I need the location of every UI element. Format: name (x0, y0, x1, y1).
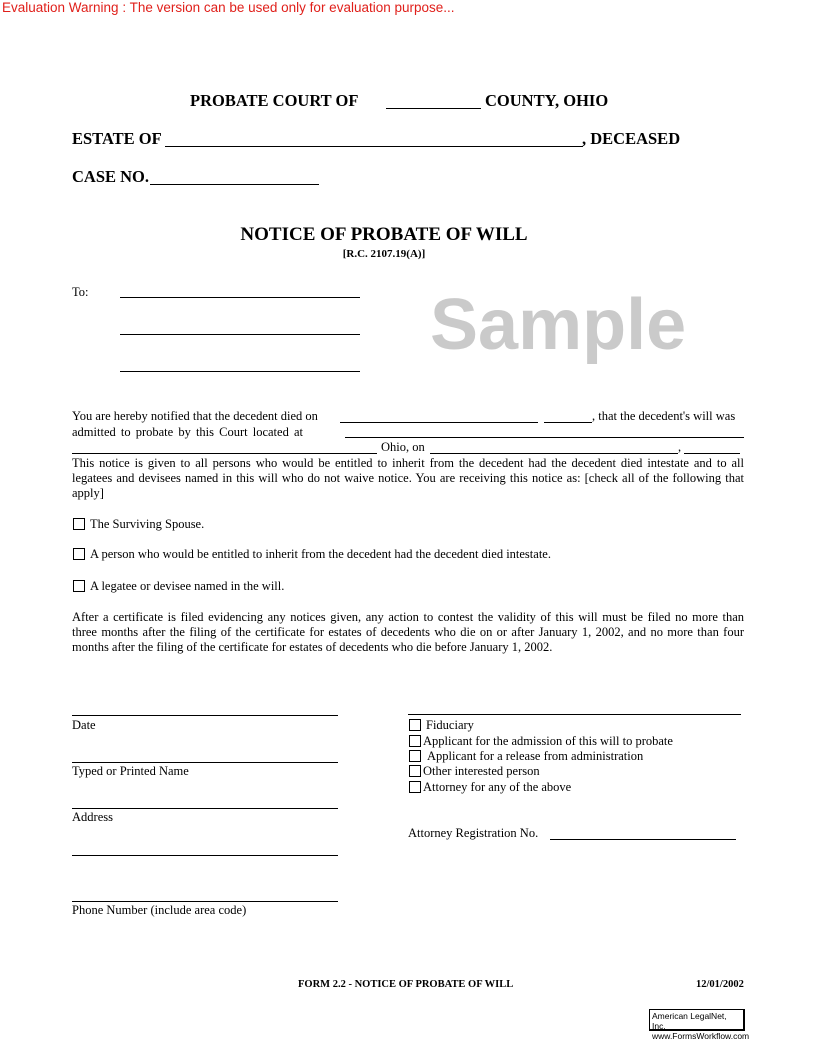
notice-text: This notice is given to all persons who would be entitled to inherit from the decedent had the decedent died intestate and to all (72, 456, 744, 470)
recipient-field-2[interactable] (120, 334, 360, 335)
notice-text: Ohio, on (381, 440, 425, 454)
notice-text: You are hereby notified that the decedent died on (72, 409, 318, 423)
role-label: Attorney for any of the above (423, 780, 572, 794)
probate-date-field[interactable] (430, 453, 678, 454)
checkbox-label: A legatee or devisee named in the will. (90, 579, 285, 593)
publisher-name: American LegalNet, Inc. (652, 1011, 727, 1031)
deceased-label: , DECEASED (582, 129, 681, 148)
to-label: To: (72, 285, 89, 299)
death-date-field[interactable] (340, 422, 538, 423)
form-footer: FORM 2.2 - NOTICE OF PROBATE OF WILL (298, 979, 514, 990)
notice-text: apply] (72, 486, 104, 500)
attorney-checkbox[interactable] (409, 781, 421, 793)
address-field-2[interactable] (72, 855, 338, 856)
contest-text: three months after the filing of the certificate for estates of decedents who die on or after January 1, 2002, and no more than four (72, 625, 744, 639)
notice-text: , (678, 440, 682, 454)
probate-year-field[interactable] (684, 453, 740, 454)
notice-text: , that the decedent's will was (592, 409, 736, 423)
role-label: Applicant for the admission of this will to probate (423, 734, 673, 748)
other-person-checkbox[interactable] (409, 765, 421, 777)
phone-field[interactable] (72, 901, 338, 902)
date-field[interactable] (72, 715, 338, 716)
fiduciary-checkbox[interactable] (409, 719, 421, 731)
checkbox-label: The Surviving Spouse. (90, 517, 205, 531)
attorney-registration-label: Attorney Registration No. (408, 826, 539, 840)
court-suffix: COUNTY, OHIO (485, 91, 609, 110)
applicant-release-checkbox[interactable] (409, 750, 421, 762)
publisher-url: www.FormsWorkflow.com (652, 1031, 750, 1041)
sample-watermark: Sample (430, 285, 687, 365)
role-label: Applicant for a release from administration (427, 749, 644, 763)
county-field[interactable] (386, 108, 481, 109)
surviving-spouse-checkbox[interactable] (73, 518, 85, 530)
court-location-field-2[interactable] (72, 453, 377, 454)
phone-label: Phone Number (include area code) (72, 903, 247, 917)
recipient-field-3[interactable] (120, 371, 360, 372)
contest-text: months after the filing of the certificate for estates of decedents who die before January 1, 2002. (72, 640, 553, 654)
court-location-field[interactable] (345, 437, 744, 438)
estate-name-field[interactable] (165, 146, 583, 147)
role-label: Fiduciary (426, 718, 474, 732)
role-label: Other interested person (423, 764, 540, 778)
notice-text: admitted to probate by this Court located at (72, 425, 303, 439)
court-prefix: PROBATE COURT OF (190, 91, 359, 110)
case-number-field[interactable] (150, 184, 319, 185)
case-label: CASE NO. (72, 167, 150, 186)
estate-label: ESTATE OF (72, 129, 162, 148)
address-field[interactable] (72, 808, 338, 809)
heir-checkbox[interactable] (73, 548, 85, 560)
evaluation-warning: Evaluation Warning : The version can be used only for evaluation purpose... (2, 0, 455, 15)
form-date: 12/01/2002 (696, 979, 744, 990)
legatee-checkbox[interactable] (73, 580, 85, 592)
publisher-badge (649, 1009, 750, 1041)
statute-reference: [R.C. 2107.19(A)] (342, 248, 426, 260)
death-year-field[interactable] (544, 422, 592, 423)
applicant-admission-checkbox[interactable] (409, 735, 421, 747)
date-label: Date (72, 718, 96, 732)
contest-text: After a certificate is filed evidencing any notices given, any action to contest the validity of this will must be filed no more than (72, 610, 744, 624)
attorney-registration-field[interactable] (550, 839, 736, 840)
signature-field[interactable] (408, 714, 741, 715)
notice-text: legatees and devisees named in this will who do not waive notice. You are receiving this notice as: [check all of the following that (72, 471, 744, 485)
recipient-field-1[interactable] (120, 297, 360, 298)
printed-name-label: Typed or Printed Name (72, 764, 189, 778)
form-title: NOTICE OF PROBATE OF WILL (240, 224, 528, 245)
address-label: Address (72, 810, 113, 824)
checkbox-label: A person who would be entitled to inherit from the decedent had the decedent died intestate. (90, 547, 551, 561)
printed-name-field[interactable] (72, 762, 338, 763)
